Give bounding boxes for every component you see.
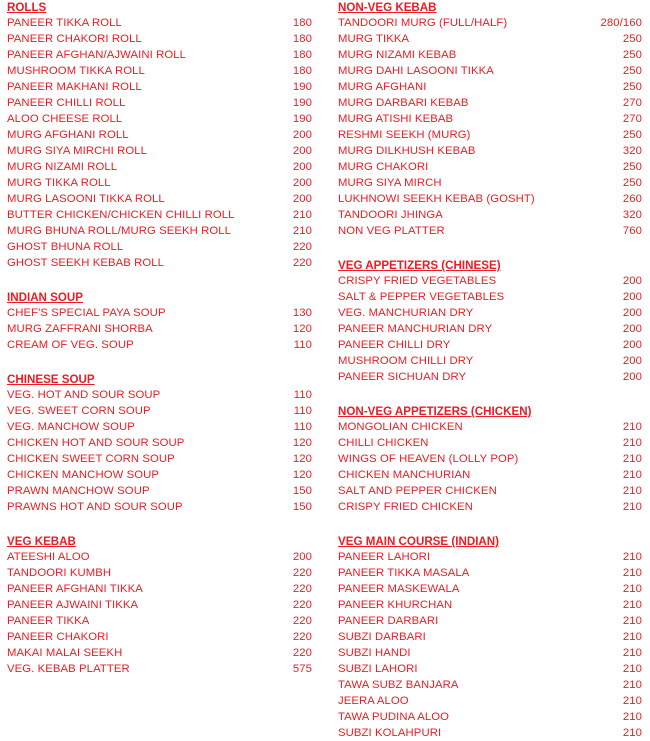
menu-item: [338, 451, 642, 467]
menu-item-name: MURG DARBARI KEBAB: [338, 97, 469, 109]
menu-item-name: CREAM OF VEG. SOUP: [7, 339, 134, 351]
menu-item-name: MUSHROOM TIKKA ROLL: [7, 65, 145, 77]
menu-item: [338, 321, 642, 337]
menu-item-price: 250: [622, 33, 642, 45]
menu-item: [7, 143, 312, 159]
menu-section-non-veg-kebab: [338, 0, 642, 239]
menu-item-name: PANEER CHILLI ROLL: [7, 97, 126, 109]
menu-item: [7, 483, 312, 499]
menu-item-price: 220: [292, 599, 312, 611]
menu-item-price: 210: [292, 209, 312, 221]
menu-item-name: SALT AND PEPPER CHICKEN: [338, 485, 497, 497]
menu-item-price: 180: [292, 17, 312, 29]
menu-item-price: 250: [622, 49, 642, 61]
menu-item-name: TAWA SUBZ BANJARA: [338, 679, 459, 691]
menu-item-price: 210: [622, 711, 642, 723]
menu-item-price: 220: [292, 615, 312, 627]
menu-item-price: 210: [622, 647, 642, 659]
menu-item: [338, 159, 642, 175]
menu-item-price: 190: [292, 81, 312, 93]
menu-item: [338, 565, 642, 581]
menu-item: [7, 47, 312, 63]
menu-item-price: 210: [622, 501, 642, 513]
menu-item: [7, 661, 312, 677]
menu-item-name: MURG BHUNA ROLL/MURG SEEKH ROLL: [7, 225, 232, 237]
menu-item-name: RESHMI SEEKH (MURG): [338, 129, 471, 141]
menu-item-price: 130: [292, 307, 312, 319]
menu-item-price: 200: [622, 371, 642, 383]
menu-item-name: JEERA ALOO: [338, 695, 409, 707]
menu-item-name: TANDOORI MURG (FULL/HALF): [338, 17, 508, 29]
menu-item: [338, 207, 642, 223]
menu-item-name: MURG SIYA MIRCHI ROLL: [7, 145, 147, 157]
menu-item: [338, 709, 642, 725]
menu-item: [338, 111, 642, 127]
menu-item: [7, 15, 312, 31]
menu-item: [338, 483, 642, 499]
menu-item-price: 200: [622, 291, 642, 303]
menu-item-price: 210: [622, 485, 642, 497]
menu-item-price: 200: [622, 307, 642, 319]
section-spacer: [338, 385, 642, 404]
menu-item: [7, 159, 312, 175]
menu-item-name: MURG AFGHANI: [338, 81, 427, 93]
menu-item-price: 200: [622, 323, 642, 335]
menu-item: [338, 175, 642, 191]
menu-item-price: 250: [622, 81, 642, 93]
menu-item-price: 250: [622, 129, 642, 141]
menu-item-name: MURG NIZAMI KEBAB: [338, 49, 457, 61]
menu-item-price: 110: [293, 421, 312, 433]
menu-item: [7, 549, 312, 565]
menu-item-price: 200: [622, 355, 642, 367]
menu-item: [338, 661, 642, 677]
menu-item-name: MURG DAHI LASOONI TIKKA: [338, 65, 494, 77]
menu-item-price: 220: [292, 567, 312, 579]
menu-item-price: 210: [622, 631, 642, 643]
menu-item: [7, 581, 312, 597]
menu-item-name: PRAWNS HOT AND SOUR SOUP: [7, 501, 183, 513]
menu-item-name: CRISPY FRIED CHICKEN: [338, 501, 473, 513]
menu-item-name: MURG AFGHANI ROLL: [7, 129, 129, 141]
section-spacer: [7, 271, 312, 290]
menu-item-price: 220: [292, 257, 312, 269]
menu-item: [338, 127, 642, 143]
menu-item: [7, 207, 312, 223]
menu-item-price: 200: [292, 551, 312, 563]
menu-item: [338, 305, 642, 321]
menu-item-price: 210: [622, 453, 642, 465]
menu-section-veg-main-course-indian: [338, 534, 642, 741]
menu-item-price: 220: [292, 647, 312, 659]
section-title: NON-VEG APPETIZERS (CHICKEN): [338, 405, 532, 418]
menu-section-veg-kebab: [7, 534, 312, 677]
menu-item: [338, 95, 642, 111]
menu-item: [7, 645, 312, 661]
menu-item: [338, 143, 642, 159]
menu-item-price: 200: [622, 339, 642, 351]
menu-item-name: VEG. HOT AND SOUR SOUP: [7, 389, 161, 401]
menu-item: [7, 387, 312, 403]
menu-item-price: 280/160: [600, 17, 642, 29]
menu-item-price: 120: [292, 323, 312, 335]
menu-item-price: 210: [292, 225, 312, 237]
menu-item-price: 200: [292, 161, 312, 173]
menu-item-name: MURG CHAKORI: [338, 161, 429, 173]
menu-item: [7, 565, 312, 581]
menu-item: [338, 289, 642, 305]
menu-item-name: PANEER TIKKA ROLL: [7, 17, 122, 29]
menu-item-price: 320: [622, 145, 642, 157]
menu-item-name: CHICKEN HOT AND SOUR SOUP: [7, 437, 185, 449]
menu-item-name: TANDOORI KUMBH: [7, 567, 112, 579]
menu-item: [7, 127, 312, 143]
menu-item-price: 120: [292, 437, 312, 449]
menu-item: [7, 597, 312, 613]
menu-item-price: 150: [292, 501, 312, 513]
menu-item-name: PANEER LAHORI: [338, 551, 431, 563]
menu-item-price: 110: [293, 389, 312, 401]
menu-section-chinese-soup: [7, 372, 312, 515]
menu-item: [7, 467, 312, 483]
menu-item-price: 110: [293, 405, 312, 417]
menu-item-price: 210: [622, 421, 642, 433]
section-spacer: [338, 239, 642, 258]
menu-item-name: GHOST SEEKH KEBAB ROLL: [7, 257, 165, 269]
menu-item: [7, 175, 312, 191]
menu-item: [7, 305, 312, 321]
menu-item-name: PANEER MASKEWALA: [338, 583, 460, 595]
menu-item-price: 270: [622, 97, 642, 109]
menu-item-name: MAKAI MALAI SEEKH: [7, 647, 123, 659]
section-title: VEG MAIN COURSE (INDIAN): [338, 535, 500, 548]
menu-item: [7, 403, 312, 419]
menu-item: [7, 191, 312, 207]
menu-item-price: 120: [292, 453, 312, 465]
menu-item-price: 180: [292, 49, 312, 61]
menu-item-name: PANEER CHAKORI ROLL: [7, 33, 142, 45]
menu-item: [7, 95, 312, 111]
menu-item-name: PANEER MAKHANI ROLL: [7, 81, 142, 93]
menu-item-name: CHICKEN MANCHURIAN: [338, 469, 471, 481]
menu-item-name: MUSHROOM CHILLI DRY: [338, 355, 474, 367]
menu-item-name: MURG NIZAMI ROLL: [7, 161, 118, 173]
menu-item-price: 180: [292, 33, 312, 45]
menu-item: [338, 15, 642, 31]
menu-item-price: 575: [292, 663, 312, 675]
menu-item-name: LUKHNOWI SEEKH KEBAB (GOSHT): [338, 193, 535, 205]
menu-section-rolls: [7, 0, 312, 271]
menu-item-price: 250: [622, 65, 642, 77]
menu-item-price: 210: [622, 437, 642, 449]
menu-item-price: 210: [622, 695, 642, 707]
menu-item-price: 200: [292, 145, 312, 157]
menu-item-name: SUBZI HANDI: [338, 647, 411, 659]
menu-item: [338, 467, 642, 483]
section-title: NON-VEG KEBAB: [338, 1, 437, 14]
menu-item-name: PANEER CHILLI DRY: [338, 339, 451, 351]
menu-item-name: MONGOLIAN CHICKEN: [338, 421, 463, 433]
section-title: CHINESE SOUP: [7, 373, 95, 386]
menu-section-indian-soup: [7, 290, 312, 353]
menu-item: [338, 63, 642, 79]
menu-item-name: CHILLI CHICKEN: [338, 437, 429, 449]
menu-item-name: VEG. MANCHURIAN DRY: [338, 307, 474, 319]
menu-item: [338, 499, 642, 515]
menu-item: [338, 273, 642, 289]
menu-item: [338, 645, 642, 661]
menu-item: [7, 337, 312, 353]
menu-item-price: 210: [622, 551, 642, 563]
menu-item-price: 110: [293, 339, 312, 351]
menu-item: [7, 435, 312, 451]
menu-item: [338, 191, 642, 207]
menu-item-name: MURG TIKKA: [338, 33, 410, 45]
menu-right-column: [338, 0, 642, 741]
menu-item-price: 220: [292, 583, 312, 595]
menu-item-name: CRISPY FRIED VEGETABLES: [338, 275, 497, 287]
menu-item: [7, 629, 312, 645]
menu-item-name: SUBZI KOLAHPURI: [338, 727, 442, 739]
menu-item: [338, 725, 642, 741]
menu-item-price: 210: [622, 469, 642, 481]
menu-item-name: MURG DILKHUSH KEBAB: [338, 145, 476, 157]
menu-item-price: 180: [292, 65, 312, 77]
menu-item-name: VEG. KEBAB PLATTER: [7, 663, 130, 675]
menu-item-name: PANEER MANCHURIAN DRY: [338, 323, 493, 335]
menu-item-name: CHICKEN SWEET CORN SOUP: [7, 453, 175, 465]
menu-item-price: 210: [622, 583, 642, 595]
menu-section-non-veg-appetizers-chicken: [338, 404, 642, 515]
menu-item: [338, 597, 642, 613]
menu-item: [7, 79, 312, 95]
menu-item-name: PRAWN MANCHOW SOUP: [7, 485, 150, 497]
section-spacer: [338, 515, 642, 534]
menu-item-name: ALOO CHEESE ROLL: [7, 113, 123, 125]
menu-item-name: PANEER SICHUAN DRY: [338, 371, 467, 383]
menu-item-name: MURG LASOONI TIKKA ROLL: [7, 193, 165, 205]
menu-item-name: MURG ATISHI KEBAB: [338, 113, 454, 125]
menu-item-name: GHOST BHUNA ROLL: [7, 241, 124, 253]
menu-item-name: MURG SIYA MIRCH: [338, 177, 442, 189]
menu-item: [7, 111, 312, 127]
menu-item: [7, 451, 312, 467]
menu-item: [7, 499, 312, 515]
menu-item-name: SUBZI DARBARI: [338, 631, 426, 643]
menu-item-name: TAWA PUDINA ALOO: [338, 711, 450, 723]
menu-item-name: CHEF'S SPECIAL PAYA SOUP: [7, 307, 166, 319]
menu-item-price: 260: [622, 193, 642, 205]
menu-item-name: MURG TIKKA ROLL: [7, 177, 111, 189]
menu-item: [338, 223, 642, 239]
menu-item-price: 210: [622, 663, 642, 675]
menu-item-price: 200: [292, 129, 312, 141]
menu-item-name: PANEER AFGHANI TIKKA: [7, 583, 143, 595]
menu-item-name: VEG. SWEET CORN SOUP: [7, 405, 151, 417]
menu-item: [7, 31, 312, 47]
menu-item: [338, 693, 642, 709]
menu-item-name: VEG. MANCHOW SOUP: [7, 421, 135, 433]
menu-item-price: 220: [292, 241, 312, 253]
menu-item: [338, 629, 642, 645]
menu-section-veg-appetizers-chinese: [338, 258, 642, 385]
menu-item-name: TANDOORI JHINGA: [338, 209, 443, 221]
menu-item: [338, 419, 642, 435]
section-title: VEG APPETIZERS (CHINESE): [338, 259, 501, 272]
menu-item: [7, 255, 312, 271]
menu-item-price: 250: [622, 177, 642, 189]
section-title: ROLLS: [7, 1, 47, 14]
menu-item-price: 270: [622, 113, 642, 125]
menu-item-price: 190: [292, 97, 312, 109]
menu-item: [7, 419, 312, 435]
menu-item: [338, 337, 642, 353]
section-title: INDIAN SOUP: [7, 291, 84, 304]
menu-item: [338, 353, 642, 369]
menu-item-price: 200: [292, 193, 312, 205]
menu-item-price: 210: [622, 615, 642, 627]
menu-item-price: 120: [292, 469, 312, 481]
menu-item: [338, 677, 642, 693]
menu-item-name: SUBZI LAHORI: [338, 663, 418, 675]
menu-item-price: 220: [292, 631, 312, 643]
menu-item: [338, 79, 642, 95]
menu-item-name: CHICKEN MANCHOW SOUP: [7, 469, 160, 481]
menu-item: [7, 63, 312, 79]
menu-left-column: [7, 0, 312, 677]
section-title: VEG KEBAB: [7, 535, 76, 548]
menu-item: [7, 223, 312, 239]
menu-item-name: PANEER AJWAINI TIKKA: [7, 599, 139, 611]
menu-item-name: PANEER CHAKORI: [7, 631, 109, 643]
menu-item-name: PANEER DARBARI: [338, 615, 439, 627]
menu-item-price: 210: [622, 567, 642, 579]
menu-item-name: PANEER TIKKA: [7, 615, 90, 627]
menu-item: [338, 581, 642, 597]
section-spacer: [7, 353, 312, 372]
menu-item-name: NON VEG PLATTER: [338, 225, 445, 237]
menu-item-price: 210: [622, 727, 642, 739]
menu-item-name: PANEER AFGHAN/AJWAINI ROLL: [7, 49, 186, 61]
menu-item: [7, 239, 312, 255]
menu-item: [338, 435, 642, 451]
menu-item: [7, 613, 312, 629]
menu-item-name: PANEER TIKKA MASALA: [338, 567, 470, 579]
menu-item: [338, 369, 642, 385]
menu-item-name: WINGS OF HEAVEN (LOLLY POP): [338, 453, 519, 465]
menu-item: [338, 47, 642, 63]
menu-item-name: BUTTER CHICKEN/CHICKEN CHILLI ROLL: [7, 209, 235, 221]
menu-item: [338, 549, 642, 565]
menu-item-price: 150: [292, 485, 312, 497]
menu-item-price: 760: [622, 225, 642, 237]
menu-item-name: MURG ZAFFRANI SHORBA: [7, 323, 153, 335]
menu-item-price: 200: [292, 177, 312, 189]
menu-item-price: 200: [622, 275, 642, 287]
menu-item-name: SALT & PEPPER VEGETABLES: [338, 291, 505, 303]
menu-item-price: 250: [622, 161, 642, 173]
menu-item-price: 210: [622, 679, 642, 691]
menu-item-price: 320: [622, 209, 642, 221]
menu-item-price: 190: [292, 113, 312, 125]
menu-item: [338, 613, 642, 629]
menu-item: [338, 31, 642, 47]
menu-item-price: 210: [622, 599, 642, 611]
menu-item-name: PANEER KHURCHAN: [338, 599, 453, 611]
menu-item: [7, 321, 312, 337]
menu-item-name: ATEESHI ALOO: [7, 551, 90, 563]
section-spacer: [7, 515, 312, 534]
